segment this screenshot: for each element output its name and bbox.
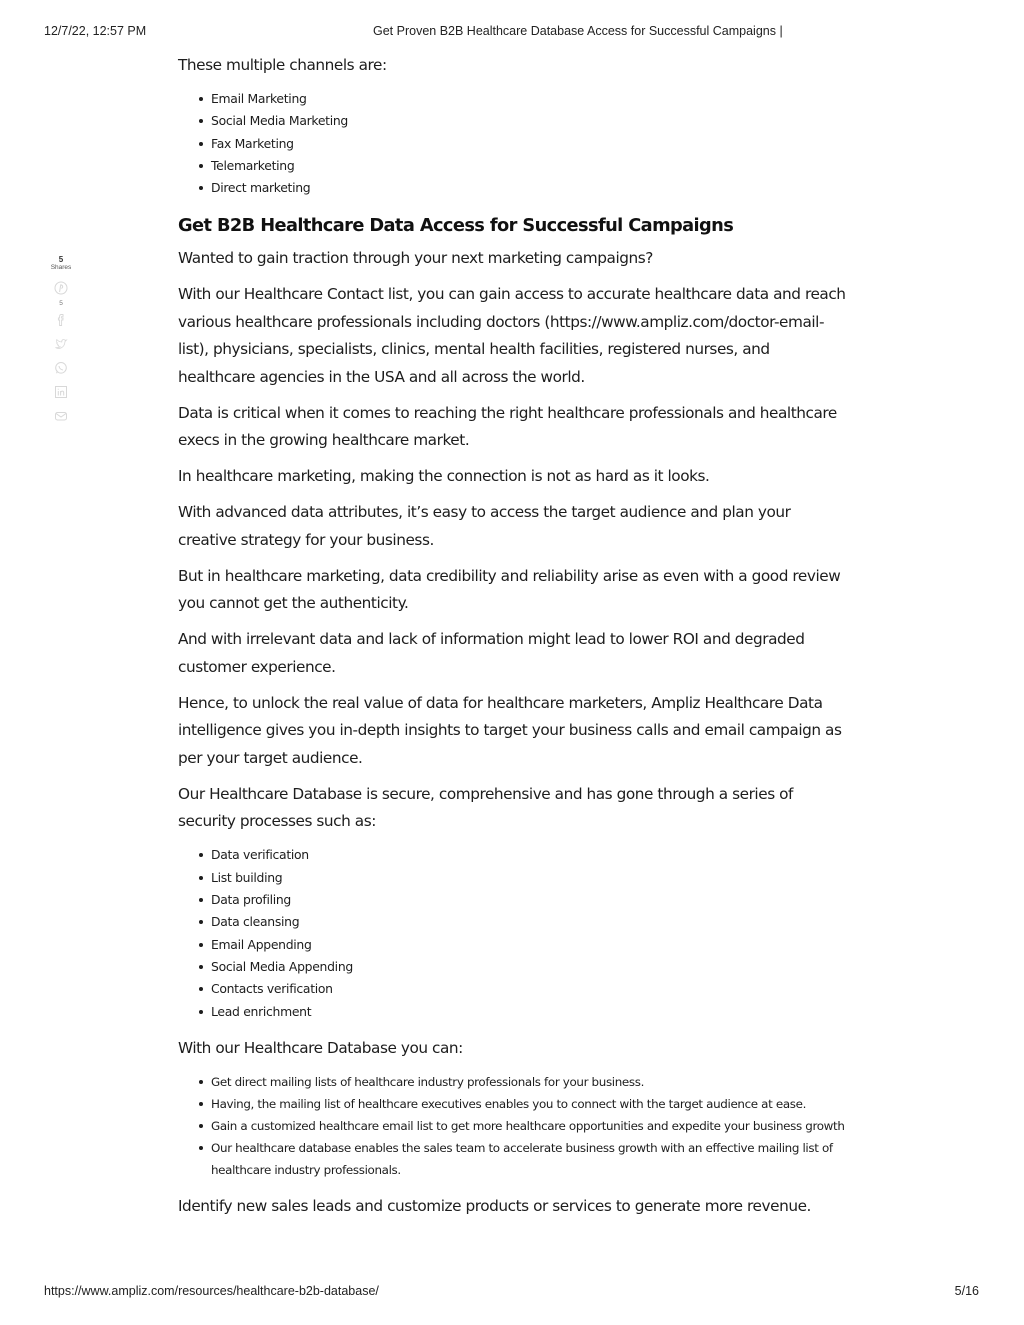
print-datetime: 12/7/22, 12:57 PM (44, 24, 147, 38)
share-count: 5 (58, 255, 64, 264)
list-item: Email Marketing (178, 88, 850, 110)
list-item: List building (178, 867, 850, 889)
list-item: Data verification (178, 844, 850, 866)
pinterest-icon[interactable] (54, 281, 68, 295)
paragraph: Hence, to unlock the real value of data for healthcare marketers, Ampliz Healthcare Data intelligence gives you in-depth insights to target your business calls and email campaign as per your target audience. (178, 693, 842, 767)
email-icon[interactable] (54, 409, 68, 423)
print-header (0, 24, 1024, 42)
list-item: Direct marketing (178, 177, 850, 199)
list-item: Fax Marketing (178, 133, 850, 155)
twitter-icon[interactable] (54, 337, 68, 351)
paragraph: With advanced data attributes, it’s easy to access the target audience and plan your creative strategy for your business. (178, 503, 791, 549)
list-item: Gain a customized healthcare email list to get more healthcare opportunities and expedite your business growth (178, 1115, 850, 1137)
paragraph: With our Healthcare Contact list, you can gain access to accurate healthcare data and reach various healthcare professionals including doctors (https://www.ampliz.com/doctor-email-list), physicians, specialists, clinics, mental health facilities, registered nurses, and healthcare agencies in the USA and all across the world. (178, 285, 846, 386)
channels-list (178, 88, 850, 199)
list-item: Social Media Marketing (178, 110, 850, 132)
list-item: Having, the mailing list of healthcare executives enables you to connect with the target audience at ease. (178, 1093, 850, 1115)
list-item: Telemarketing (178, 155, 850, 177)
paragraph: And with irrelevant data and lack of information might lead to lower ROI and degraded customer experience. (178, 630, 805, 676)
paragraph: But in healthcare marketing, data credibility and reliability arise as even with a good review you cannot get the authenticity. (178, 566, 841, 613)
list-item: Data profiling (178, 889, 850, 911)
print-page-url: https://www.ampliz.com/resources/healthcare-b2b-database/ (44, 1284, 379, 1298)
print-page-number: 5/16 (954, 1284, 979, 1298)
list-item: Get direct mailing lists of healthcare industry professionals for your business. (178, 1071, 850, 1093)
list-item: Data cleansing (178, 911, 850, 933)
benefits-intro: With our Healthcare Database you can: (178, 1038, 463, 1057)
channels-intro: These multiple channels are: (178, 56, 387, 74)
print-page-title: Get Proven B2B Healthcare Database Access for Successful Campaigns | (373, 24, 783, 38)
print-footer (0, 1284, 1024, 1302)
paragraph: Wanted to gain traction through your next marketing campaigns? (178, 249, 653, 268)
whatsapp-icon[interactable] (54, 361, 68, 375)
list-item: Our healthcare database enables the sales team to accelerate business growth with an effective mailing list of healthcare industry professionals. (178, 1137, 850, 1181)
linkedin-icon[interactable] (54, 385, 68, 399)
closing-paragraph: Identify new sales leads and customize products or services to generate more revenue. (178, 1197, 811, 1216)
facebook-icon[interactable] (54, 313, 68, 327)
list-item: Lead enrichment (178, 1001, 850, 1023)
paragraph: In healthcare marketing, making the connection is not as hard as it looks. (178, 467, 710, 486)
list-item: Contacts verification (178, 978, 850, 1000)
list-item: Email Appending (178, 934, 850, 956)
section-heading: Get B2B Healthcare Data Access for Successful Campaigns (178, 215, 734, 237)
paragraph: Data is critical when it comes to reaching the right healthcare professionals and healthcare execs in the growing healthcare market. (178, 403, 837, 450)
share-label: Shares (50, 264, 72, 271)
paragraph: Our Healthcare Database is secure, comprehensive and has gone through a series of security processes such as: (178, 784, 793, 831)
list-item: Social Media Appending (178, 956, 850, 978)
security-processes-list (178, 844, 850, 1022)
social-share-bar (44, 255, 78, 428)
benefits-list (178, 1071, 850, 1181)
facebook-share-count: 5 (59, 300, 63, 307)
article-body (178, 52, 850, 1229)
